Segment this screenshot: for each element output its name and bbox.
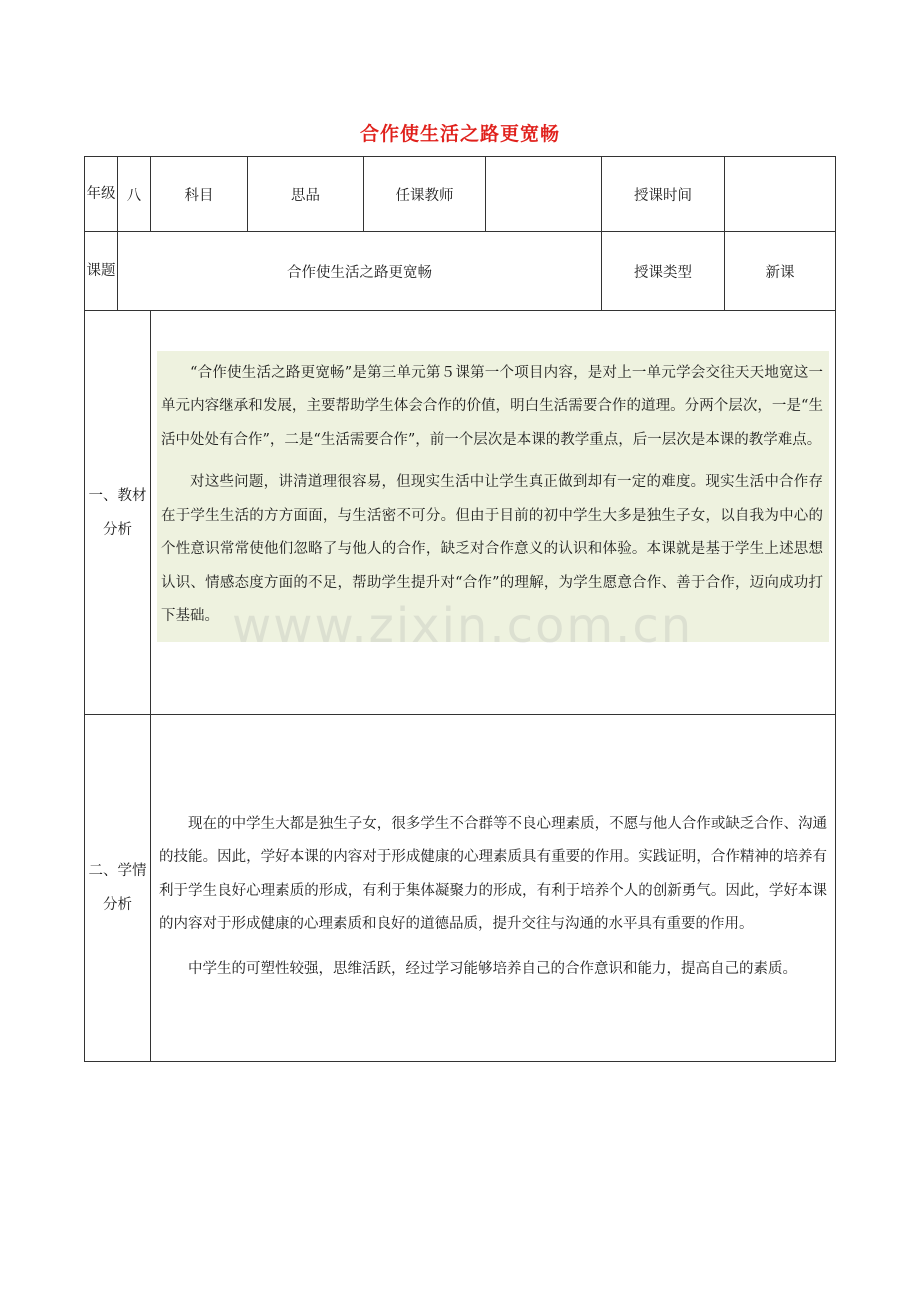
section-body-textbook [151,311,836,715]
page-title: 合作使生活之路更宽畅 [359,123,560,145]
section-label-textbook: 一、教材分析 [85,311,151,715]
header-row [85,157,836,232]
topic-row [85,232,836,311]
watermark: www.zixin.com.cn [232,598,694,654]
paragraph: 中学生的可塑性较强，思维活跃，经过学习能够培养自己的合作意识和能力，提高自己的素质。 [188,960,797,977]
student-analysis-row [85,715,836,1062]
paragraph: 对这些问题，讲清道理很容易，但现实生活中让学生真正做到却有一定的难度。现实生活中合作存在于学生生活的方方面面，与生活密不可分。但由于目前的初中学生大多是独生子女，以自我为中心的个性意识常常使他们忽略了与他人的合作，缺乏对合作意义的认识和体验。本课就是基于学生上述思想认识、情感态度方面的不足，帮助学生提升对“合作”的理解，为学生愿意合作、善于合作，迈向成功打下基础。 [161,474,823,624]
text-panel [151,790,835,987]
time-label: 授课时间 [602,157,725,232]
section-body-student [151,715,836,1062]
time-value [725,157,836,232]
lesson-plan-table [84,156,836,1062]
type-label: 授课类型 [602,232,725,311]
type-value: 新课 [725,232,836,311]
textbook-analysis-row [85,311,836,715]
highlight-panel [157,351,829,642]
subject-label: 科目 [151,157,248,232]
section-label-student: 二、学情分析 [85,715,151,1062]
grade-value: 八 [118,157,151,232]
subject-value: 思品 [248,157,364,232]
topic-label: 课题 [85,232,118,311]
grade-label: 年级 [85,157,118,232]
topic-value: 合作使生活之路更宽畅 [118,232,602,311]
teacher-value [486,157,602,232]
paragraph: 现在的中学生大都是独生子女，很多学生不合群等不良心理素质，不愿与他人合作或缺乏合作、沟通的技能。因此，学好本课的内容对于形成健康的心理素质具有重要的作用。实践证明，合作精神的培养有利于学生良好心理素质的形成，有利于集体凝聚力的形成，有利于培养个人的创新勇气。因此，学好本课的内容对于形成健康的心理素质和良好的道德品质，提升交往与沟通的水平具有重要的作用。 [159,815,827,933]
teacher-label: 任课教师 [364,157,486,232]
paragraph: “合作使生活之路更宽畅”是第三单元第５课第一个项目内容，是对上一单元学会交往天天地宽这一单元内容继承和发展，主要帮助学生体会合作的价值，明白生活需要合作的道理。分两个层次，一是“生活中处处有合作”，二是“生活需要合作”，前一个层次是本课的教学重点，后一层次是本课的教学难点。 [161,364,823,448]
